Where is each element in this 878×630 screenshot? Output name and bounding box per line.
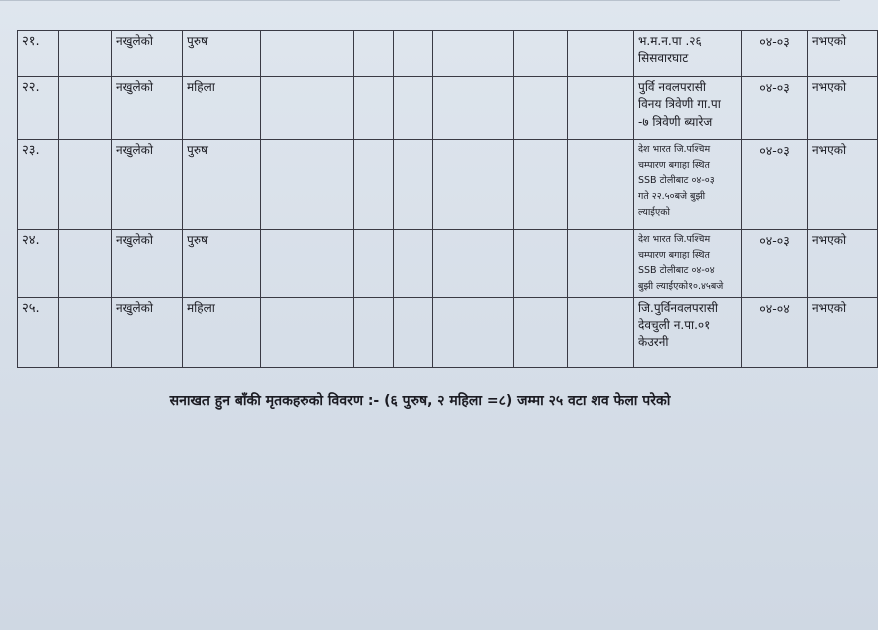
remark-cell: नभएको bbox=[808, 297, 878, 367]
empty-cell bbox=[354, 31, 394, 77]
empty-cell bbox=[433, 140, 514, 230]
empty-cell bbox=[568, 77, 634, 140]
location-line: SSB टोलीबाट ०४-०४ bbox=[638, 265, 715, 277]
gender-cell: पुरुष bbox=[183, 31, 261, 77]
location-line: भ.म.न.पा .२६ bbox=[638, 34, 702, 48]
identity-status-cell: नखुलेको bbox=[112, 77, 183, 140]
empty-cell bbox=[433, 77, 514, 140]
empty-cell bbox=[433, 230, 514, 298]
serial-number-cell: २३. bbox=[18, 140, 59, 230]
empty-cell bbox=[261, 230, 354, 298]
empty-cell bbox=[261, 77, 354, 140]
location-line: केउरनी bbox=[638, 335, 669, 350]
location-line: SSB टोलीबाट ०४-०३ bbox=[638, 175, 715, 187]
location-line: जि.पुर्विनवलपरासी bbox=[638, 300, 718, 315]
date-cell: ०४-०४ bbox=[742, 297, 808, 367]
location-line: पुर्वि नवलपरासी bbox=[638, 80, 706, 94]
empty-cell bbox=[394, 297, 433, 367]
gender-cell: पुरुष bbox=[183, 230, 261, 298]
empty-cell bbox=[433, 31, 514, 77]
empty-cell bbox=[261, 31, 354, 77]
location-line: चम्पारण बगाहा स्थित bbox=[638, 249, 710, 261]
empty-cell bbox=[514, 230, 568, 298]
empty-cell bbox=[261, 297, 354, 367]
date-cell: ०४-०३ bbox=[742, 230, 808, 298]
page-edge bbox=[0, 0, 840, 1]
table-row bbox=[18, 77, 878, 140]
found-location-cell bbox=[634, 77, 742, 140]
empty-cell bbox=[568, 297, 634, 367]
table-row bbox=[18, 31, 878, 77]
location-line: बुझी ल्याईएको१०.४५बजे bbox=[638, 281, 724, 293]
remark-cell: नभएको bbox=[808, 230, 878, 298]
remark-cell: नभएको bbox=[808, 140, 878, 230]
location-line: देवचुली न.पा.०१ bbox=[638, 318, 711, 333]
table-row bbox=[18, 297, 878, 367]
empty-cell bbox=[514, 31, 568, 77]
identity-status-cell: नखुलेको bbox=[112, 297, 183, 367]
location-line: विनय त्रिवेणी गा.पा bbox=[638, 97, 721, 112]
empty-cell bbox=[568, 140, 634, 230]
empty-cell bbox=[514, 140, 568, 230]
gender-cell: महिला bbox=[183, 77, 261, 140]
remark-cell: नभएको bbox=[808, 77, 878, 140]
found-location-cell bbox=[634, 230, 742, 298]
empty-cell bbox=[394, 77, 433, 140]
empty-cell bbox=[59, 230, 112, 298]
found-location-cell bbox=[634, 31, 742, 77]
empty-cell bbox=[514, 77, 568, 140]
empty-cell bbox=[394, 31, 433, 77]
serial-number-cell: २१. bbox=[18, 31, 59, 77]
identity-status-cell: नखुलेको bbox=[112, 140, 183, 230]
location-line: गते २२.५०बजे बुझी bbox=[638, 191, 706, 203]
empty-cell bbox=[354, 77, 394, 140]
serial-number-cell: २४. bbox=[18, 230, 59, 298]
found-location-cell bbox=[634, 297, 742, 367]
identity-status-cell: नखुलेको bbox=[112, 230, 183, 298]
empty-cell bbox=[59, 77, 112, 140]
date-cell: ०४-०३ bbox=[742, 140, 808, 230]
empty-cell bbox=[59, 297, 112, 367]
remark-cell: नभएको bbox=[808, 31, 878, 77]
empty-cell bbox=[514, 297, 568, 367]
summary-note: सनाखत हुन बाँकी मृतकहरुको विवरण :- (६ पुरुष, २ महिला =८) जम्मा २५ वटा शव फेला परेको bbox=[169, 393, 671, 409]
location-line: देश भारत जि.पश्चिम bbox=[638, 144, 711, 155]
empty-cell bbox=[394, 140, 433, 230]
gender-cell: महिला bbox=[183, 297, 261, 367]
serial-number-cell: २५. bbox=[18, 297, 59, 367]
date-cell: ०४-०३ bbox=[742, 77, 808, 140]
table-row bbox=[18, 140, 878, 230]
date-cell: ०४-०३ bbox=[742, 31, 808, 77]
location-line: सिसवारघाट bbox=[638, 51, 689, 66]
empty-cell bbox=[59, 31, 112, 77]
gender-cell: पुरुष bbox=[183, 140, 261, 230]
empty-cell bbox=[433, 297, 514, 367]
location-line: ल्याईएको bbox=[638, 206, 670, 218]
serial-number-cell: २२. bbox=[18, 77, 59, 140]
location-line: चम्पारण बगाहा स्थित bbox=[638, 159, 710, 171]
empty-cell bbox=[394, 230, 433, 298]
found-location-cell bbox=[634, 140, 742, 230]
identity-status-cell: नखुलेको bbox=[112, 31, 183, 77]
location-line: देश भारत जि.पश्चिम bbox=[638, 234, 711, 245]
empty-cell bbox=[568, 230, 634, 298]
records-table bbox=[17, 30, 878, 368]
empty-cell bbox=[354, 230, 394, 298]
empty-cell bbox=[354, 297, 394, 367]
empty-cell bbox=[261, 140, 354, 230]
table-row bbox=[18, 230, 878, 298]
empty-cell bbox=[354, 140, 394, 230]
empty-cell bbox=[568, 31, 634, 77]
location-line: -७ त्रिवेणी ब्यारेज bbox=[638, 114, 713, 129]
empty-cell bbox=[59, 140, 112, 230]
